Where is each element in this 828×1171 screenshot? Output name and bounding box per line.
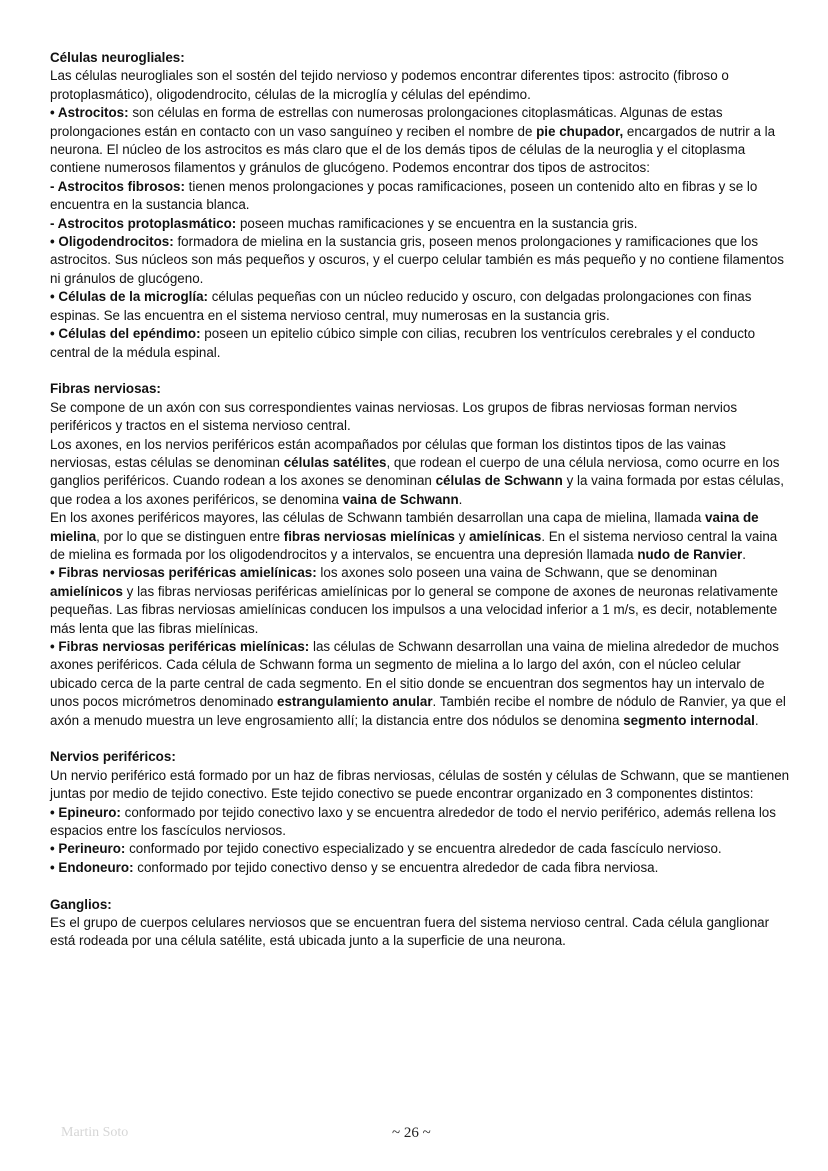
term-text: tienen menos prolongaciones y pocas ramificaciones, poseen un contenido alto en fibras y se lo encuentra en la sustancia blanca. [50, 178, 758, 213]
paragraph-text: Las células neurogliales son el sostén del tejido nervioso y podemos encontrar diferentes tipos: astrocito (fibroso o protoplasmático), oligodendrocito, células de la microglía y células del epéndimo. [50, 68, 729, 102]
paragraph [50, 509, 790, 564]
paragraph-text: y [454, 528, 470, 544]
list-item-mielinicas [50, 638, 790, 730]
bold-term: nudo de Ranvier [637, 546, 743, 562]
list-item-perineuro [50, 840, 790, 858]
paragraph-text: . En el sistema nervioso central la vaina de mielina es formada por los oligodendrocitos y a intervalos, se encuentra una depresión llamada [50, 528, 778, 562]
list-item-ependimo [50, 325, 790, 362]
paragraph-text: y la vaina formada por estas células, que rodea a los axones periféricos, se denomina [50, 473, 784, 507]
list-item-epineuro [50, 804, 790, 841]
term-label: • Endoneuro: [50, 859, 134, 875]
paragraph-text: , que rodean el cuerpo de una célula nerviosa, como ocurre en los ganglios periféricos. Cuando rodean a los axones se denominan [50, 454, 780, 489]
section-title: Ganglios: [50, 896, 112, 912]
list-item-microglia [50, 288, 790, 325]
paragraph: Es el grupo de cuerpos celulares nerviosos que se encuentran fuera del sistema nervioso central. Cada célula ganglionar está rodeada por una célula satélite, está ubicada junto a la superficie de una neurona. [50, 915, 770, 949]
paragraph-text: En los axones periféricos mayores, las células de Schwann también desarrollan una capa de mielina, llamada [50, 510, 706, 526]
bold-term: estrangulamiento anular [277, 694, 433, 710]
list-item-astrocitos-protoplasmatico [50, 215, 790, 233]
section-neuroglia [50, 49, 790, 362]
term-label: - Astrocitos fibrosos: [50, 178, 185, 194]
bold-term: células satélites [283, 454, 387, 470]
footer-author: Martin Soto [61, 1125, 129, 1140]
document-page [50, 49, 790, 969]
term-text: conformado por tejido conectivo especializado y se encuentra alrededor de cada fascículo nervioso. [125, 841, 722, 857]
term-label: • Células del epéndimo: [50, 326, 201, 342]
list-item-astrocitos-fibrosos [50, 178, 790, 215]
section-ganglios [50, 896, 790, 951]
paragraph-text: . [742, 546, 746, 562]
list-item-astrocitos [50, 104, 790, 178]
bold-term: vaina de mielina [50, 510, 759, 544]
term-text: conformado por tejido conectivo laxo y se encuentra alrededor de todo el nervio periférico, además rellena los espacios entre los fascículos nerviosos. [50, 804, 776, 839]
term-label: • Fibras nerviosas periféricas mielínicas: [50, 638, 310, 654]
term-text: encargados de nutrir a la neurona. El núcleo de los astrocitos es más claro que el de los demás tipos de células de la neuroglia y el citoplasma contiene numerosos filamentos y gránulos de glucógeno. Podemos encontrar dos tipos de astrocitos: [50, 123, 776, 176]
term-text: . [754, 712, 759, 728]
term-label: • Células de la microglía: [50, 289, 208, 305]
bold-term: vaina de Schwann [342, 491, 459, 507]
term-label: • Fibras nerviosas periféricas amielínicas: [50, 565, 317, 581]
term-text: . También recibe el nombre de nódulo de Ranvier, ya que el axón a menudo muestra un leve engrosamiento allí; la distancia entre dos nódulos se denomina [50, 694, 786, 728]
paragraph: Un nervio periférico está formado por un haz de fibras nerviosas, células de sostén y células de Schwann, que se mantienen juntas por medio de tejido conectivo. Este tejido conectivo se puede encontrar organizado en 3 componentes distintos: [50, 767, 790, 802]
term-label: - Astrocitos protoplasmático: [50, 215, 237, 231]
term-text: células pequeñas con un núcleo reducido y oscuro, con delgadas prolongaciones con finas espinas. Se las encuentra en el sistema nervioso central, muy numerosas en la sustancia gris. [50, 289, 752, 323]
paragraph-text: , por lo que se distinguen entre [96, 528, 284, 544]
section-title: Fibras nerviosas: [50, 381, 161, 397]
term-text: los axones solo poseen una vaina de Schwann, que se denominan [316, 565, 718, 581]
bold-term: fibras nerviosas mielínicas [283, 528, 455, 544]
term-label: • Oligodendrocitos: [50, 234, 174, 250]
term-label: • Epineuro: [50, 804, 121, 820]
list-item-oligodendrocitos [50, 233, 790, 288]
term-label: • Astrocitos: [50, 105, 129, 121]
paragraph: Se compone de un axón con sus correspondientes vainas nerviosas. Los grupos de fibras nerviosas forman nervios periféricos y tractos en el sistema nervioso central. [50, 399, 738, 434]
term-text: conformado por tejido conectivo denso y se encuentra alrededor de cada fibra nerviosa. [133, 859, 659, 875]
bold-term: segmento internodal [623, 712, 755, 728]
section-title: Células neurogliales: [50, 50, 185, 65]
paragraph [50, 436, 790, 510]
list-item-endoneuro [50, 859, 790, 877]
term-text: poseen un epitelio cúbico simple con cilias, recubren los ventrículos cerebrales y el conducto central de la médula espinal. [50, 326, 756, 360]
term-text: son células en forma de estrellas con numerosas prolongaciones citoplasmáticas. Algunas de estas prolongaciones están en contacto con un vaso sanguíneo y reciben el nombre de [50, 105, 723, 139]
section-nervios-perifericos [50, 748, 790, 877]
term-text: poseen muchas ramificaciones y se encuentra en la sustancia gris. [236, 215, 638, 231]
bold-term: amielínicos [50, 583, 123, 599]
term-text: y las fibras nerviosas periféricas amielínicas por lo general se compone de axones de neuronas relativamente pequeñas. Las fibras nerviosas amielínicas conducen los impulsos a una velocidad inferior a 1 m/s, es decir, notablemente más lenta que las fibras mielínicas. [50, 583, 778, 636]
paragraph [50, 67, 790, 104]
term-text: las células de Schwann desarrollan una vaina de mielina alrededor de muchos axones periféricos. Cada célula de Schwann forma un segmento de mielina a lo largo del axón, con el núcleo celular ubicado cerca de la parte central de cada segmento. En el sitio donde se encuentran dos segmentos hay un intervalo de unos pocos micrómetros denominado [50, 638, 779, 710]
list-item-amielinicas [50, 564, 790, 638]
bold-term: pie chupador, [536, 123, 624, 139]
page-number: ~ 26 ~ [392, 1125, 431, 1141]
paragraph-text: . [458, 491, 463, 507]
bold-term: amielínicas [469, 528, 542, 544]
paragraph-text: Los axones, en los nervios periféricos están acompañados por células que forman los distintos tipos de las vainas nerviosas, estas células se denominan [50, 436, 726, 470]
term-label: • Perineuro: [50, 841, 126, 857]
bold-term: células de Schwann [435, 473, 563, 489]
section-title: Nervios periféricos: [50, 749, 176, 765]
section-fibras-nerviosas [50, 380, 790, 730]
term-text: formadora de mielina en la sustancia gris, poseen menos prolongaciones y ramificaciones que los astrocitos. Sus núcleos son más pequeños y oscuros, y el cuerpo celular también es más pequeño y no contiene filamentos ni gránulos de glucógeno. [50, 234, 784, 286]
